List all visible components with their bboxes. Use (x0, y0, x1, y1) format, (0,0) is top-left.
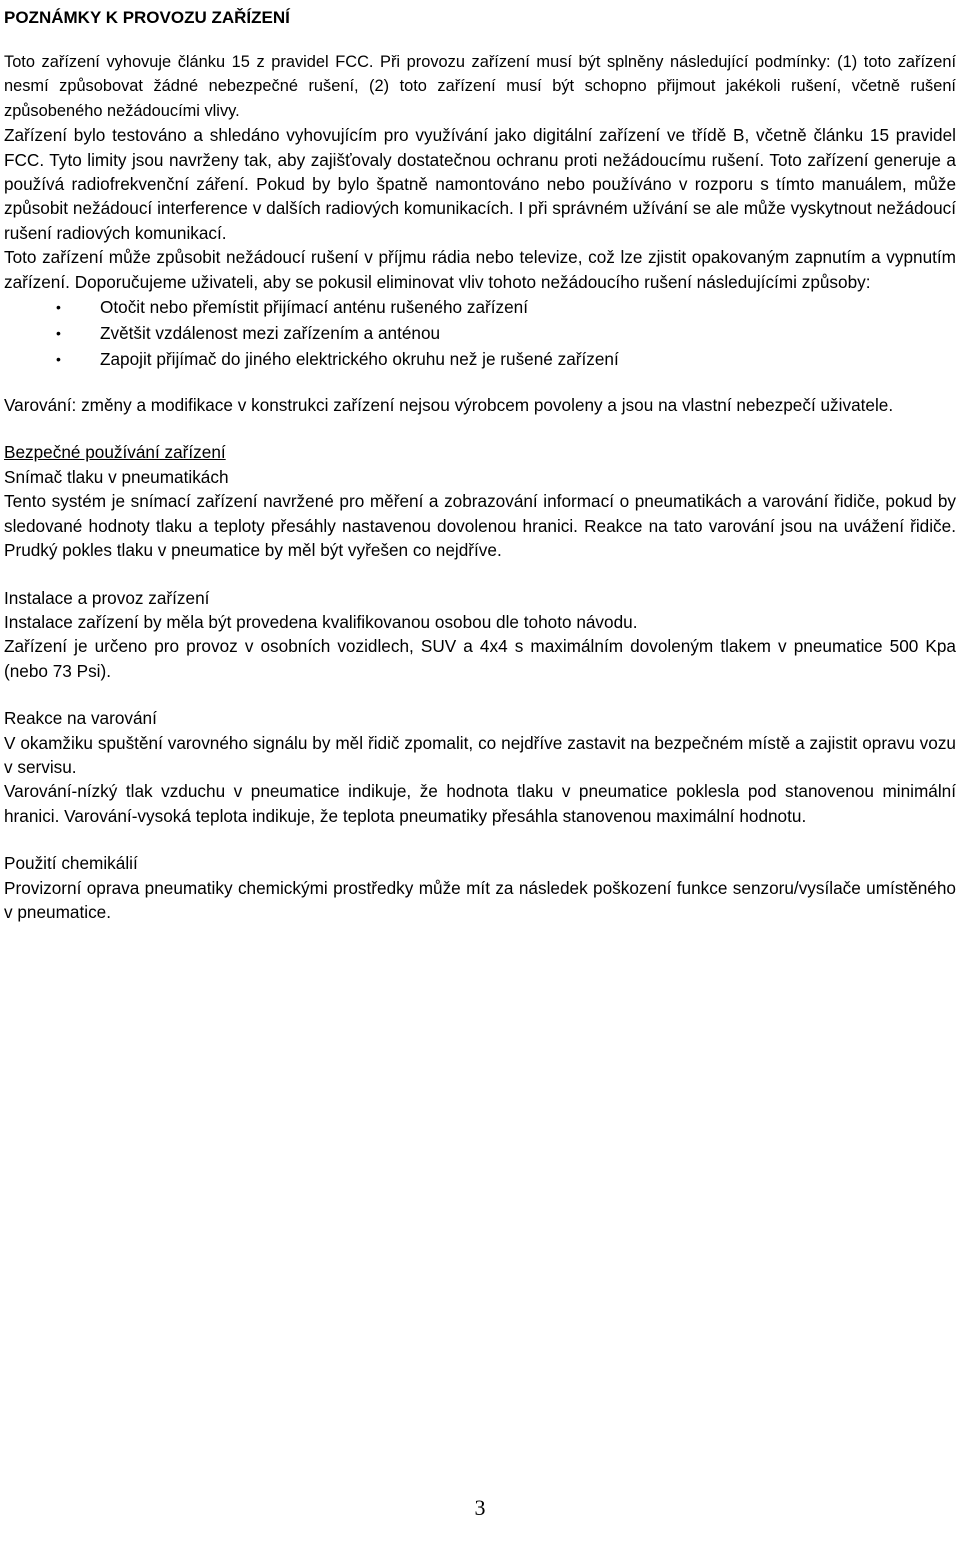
list-item-text: Otočit nebo přemístit přijímací anténu rušeného zařízení (100, 297, 528, 318)
fcc-section (4, 50, 956, 372)
list-item-text: Zapojit přijímač do jiného elektrického okruhu než je rušené zařízení (100, 349, 619, 370)
installation-text-2: Zařízení je určeno pro provoz v osobních vozidlech, SUV a 4x4 s maximálním dovoleným tlakem v pneumatice 500 Kpa (nebo 73 Psi). (4, 636, 956, 681)
reaction-text-1: V okamžiku spuštění varovného signálu by měl řidič zpomalit, co nejdříve zastavit na bezpečném místě a zajistit opravu vozu v servisu. (4, 732, 956, 777)
reaction-heading: Reakce na varování (4, 708, 157, 729)
installation-heading: Instalace a provoz zařízení (4, 587, 210, 608)
bullet-icon: • (56, 299, 61, 316)
installation-text-1: Instalace zařízení by měla být provedena kvalifikovanou osobou dle tohoto návodu. (4, 611, 638, 632)
safety-section (4, 440, 956, 562)
page-title: POZNÁMKY K PROVOZU ZAŘÍZENÍ (4, 8, 290, 27)
installation-section (4, 586, 956, 684)
page-number: 3 (474, 1495, 486, 1520)
safety-heading: Bezpečné používání zařízení (4, 442, 226, 463)
safety-subheading: Snímač tlaku v pneumatikách (4, 466, 229, 487)
fcc-paragraph-1: Toto zařízení vyhovuje článku 15 z pravidel FCC. Při provozu zařízení musí být splněny následující podmínky: (1) toto zařízení nesmí způsobovat žádné nebezpečné rušení, (2) toto zařízení musí být schopno přijmout jakékoli rušení, včetně rušení způsobeného nežádoucími vlivy. (4, 53, 956, 120)
list-item (4, 320, 956, 346)
reaction-section (4, 706, 956, 828)
list-item-text: Zvětšit vzdálenost mezi zařízením a anténou (100, 323, 441, 344)
chemicals-heading: Použití chemikálií (4, 853, 138, 874)
bullet-icon: • (56, 325, 61, 342)
fcc-paragraph-2: Zařízení bylo testováno a shledáno vyhovujícím pro využívání jako digitální zařízení ve třídě B, včetně článku 15 pravidel FCC. Tyto limity jsou navrženy tak, aby zajišťovaly dostatečnou ochranu proti nežádoucímu rušení. Toto zařízení generuje a používá radiofrekvenční záření. Pokud by bylo špatně namontováno nebo používáno v rozporu s tímto manuálem, může způsobit nežádoucí interference v dalších radiových komunikacích. I při správném užívání se ale může vyskytnout nežádoucí rušení radiových komunikací. (4, 125, 956, 243)
interference-measures-list (4, 294, 956, 372)
safety-text: Tento systém je snímací zařízení navržené pro měření a zobrazování informací o pneumatikách a varování řidiče, pokud by sledované hodnoty tlaku a teploty přesáhly nastavenou dovolenou hranici. Reakce na tato varování jsou na uvážení řidiče. Prudký pokles tlaku v pneumatice by měl být vyřešen co nejdříve. (4, 491, 956, 561)
chemicals-text: Provizorní oprava pneumatiky chemickými prostředky může mít za následek poškození funkce senzoru/vysílače umístěného v pneumatice. (4, 877, 956, 922)
bullet-icon: • (56, 351, 61, 368)
reaction-text-2: Varování-nízký tlak vzduchu v pneumatice indikuje, že hodnota tlaku v pneumatice poklesla pod stanovenou minimální hranici. Varování-vysoká teplota indikuje, že teplota pneumatiky přesáhla stanovenou maximální hodnotu. (4, 781, 956, 826)
chemicals-section (4, 851, 956, 924)
list-item (4, 294, 956, 320)
list-item (4, 346, 956, 372)
document-page (4, 0, 956, 924)
fcc-paragraph-3: Toto zařízení může způsobit nežádoucí rušení v příjmu rádia nebo televize, což lze zjistit opakovaným zapnutím a vypnutím zařízení. Doporučujeme uživateli, aby se pokusil eliminovat vliv tohoto nežádoucího rušení následujícími způsoby: (4, 247, 956, 292)
warning-paragraph: Varování: změny a modifikace v konstrukci zařízení nejsou výrobcem povoleny a jsou na vlastní nebezpečí uživatele. (4, 395, 894, 416)
